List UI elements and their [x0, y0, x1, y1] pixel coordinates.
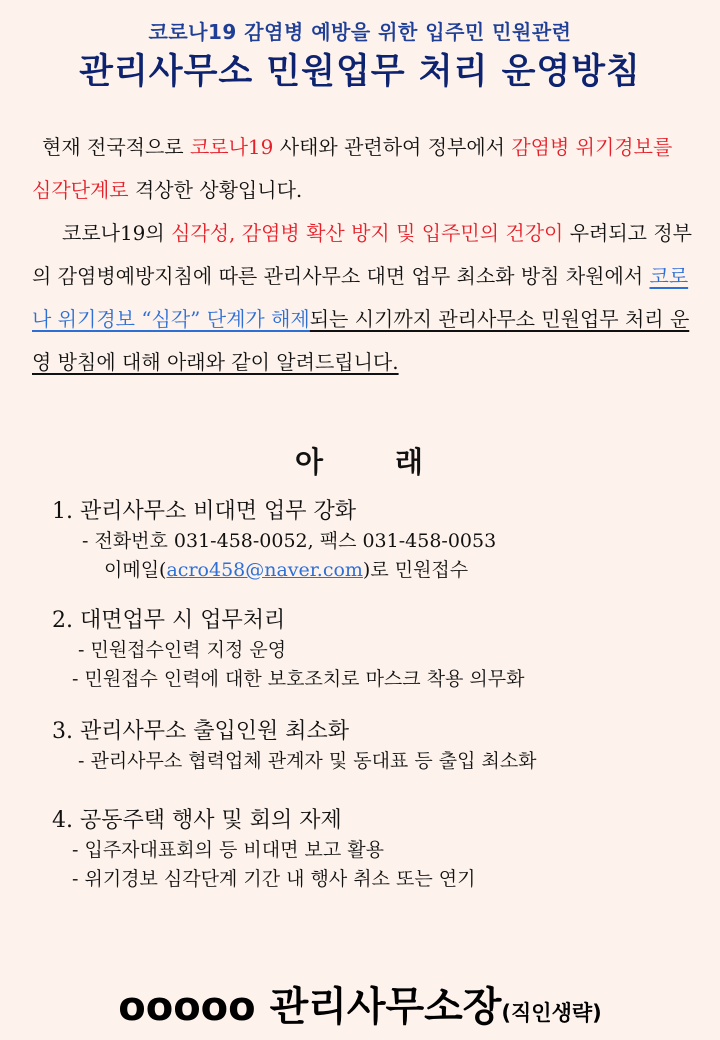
list-item: - 입주자대표회의 등 비대면 보고 활용: [72, 839, 384, 861]
section-3: [52, 717, 692, 776]
email-suffix: )로 민원접수: [362, 559, 469, 581]
email-line: [52, 556, 692, 585]
notice-subtitle: 코로나19 감염병 예방을 위한 입주민 민원관련: [148, 20, 572, 44]
section-title: 3. 관리사무소 출입인원 최소화: [52, 719, 349, 744]
intro-paragraph-1: [32, 126, 692, 212]
signature-name: ooooo 관리사무소장: [118, 984, 502, 1030]
section-title: 4. 공동주택 행사 및 회의 자제: [52, 808, 342, 833]
intro-text-span: 격상한 상황입니다.: [128, 178, 303, 202]
list-item: - 관리사무소 협력업체 관계자 및 동대표 등 출입 최소화: [78, 750, 537, 772]
intro-text-span: 현재 전국적으로: [42, 135, 190, 159]
highlight-health-concern: 심각성, 감염병 확산 방지 및 입주민의 건강이: [171, 221, 564, 245]
list-item: - 민원접수인력 지정 운영: [78, 639, 287, 661]
section-heading: [0, 440, 720, 481]
section-1: [52, 497, 692, 585]
section-2: [52, 606, 692, 694]
intro-text-span: 우려되고 정부의 감염병예방지침에 따른 관리사무소 대면 업무 최소화 방침 차원에서: [32, 221, 692, 288]
signature: [0, 975, 720, 1032]
highlight-covid: 코로나19: [189, 135, 274, 159]
contact-line: - 전화번호 031-458-0052, 팩스 031-458-0053: [82, 530, 497, 552]
highlight-alert-level: 감염병 위기경보를 심각단계로: [32, 135, 673, 202]
list-item: - 위기경보 심각단계 기간 내 행사 취소 또는 연기: [72, 868, 476, 890]
signature-note: (직인생략): [501, 1001, 602, 1025]
intro-paragraph-2: [32, 212, 692, 384]
heading-char: 아: [294, 445, 325, 479]
notice-title: 관리사무소 민원업무 처리 운영방침: [79, 52, 641, 92]
intro-underlined-text: 되는 시기까지 관리사무소 민원업무 처리 운영 방침에 대해 아래와 같이 알려드립니다.: [32, 307, 690, 374]
email-link[interactable]: acro458@naver.com: [166, 559, 363, 581]
section-title: 2. 대면업무 시 업무처리: [52, 608, 286, 633]
section-4: [52, 806, 692, 894]
intro-text-span: 사태와 관련하여 정부에서: [273, 135, 512, 159]
list-item: - 민원접수 인력에 대한 보호조치로 마스크 착용 의무화: [72, 668, 525, 690]
intro-text-span: 코로나19의: [62, 221, 172, 245]
heading-char: 래: [395, 445, 426, 479]
email-prefix: 이메일(: [104, 559, 167, 581]
intro-text: [32, 126, 692, 384]
highlight-alert-lifted: 코로나 위기경보 “심각” 단계가 해제: [32, 264, 689, 331]
section-title: 1. 관리사무소 비대면 업무 강화: [52, 499, 356, 524]
